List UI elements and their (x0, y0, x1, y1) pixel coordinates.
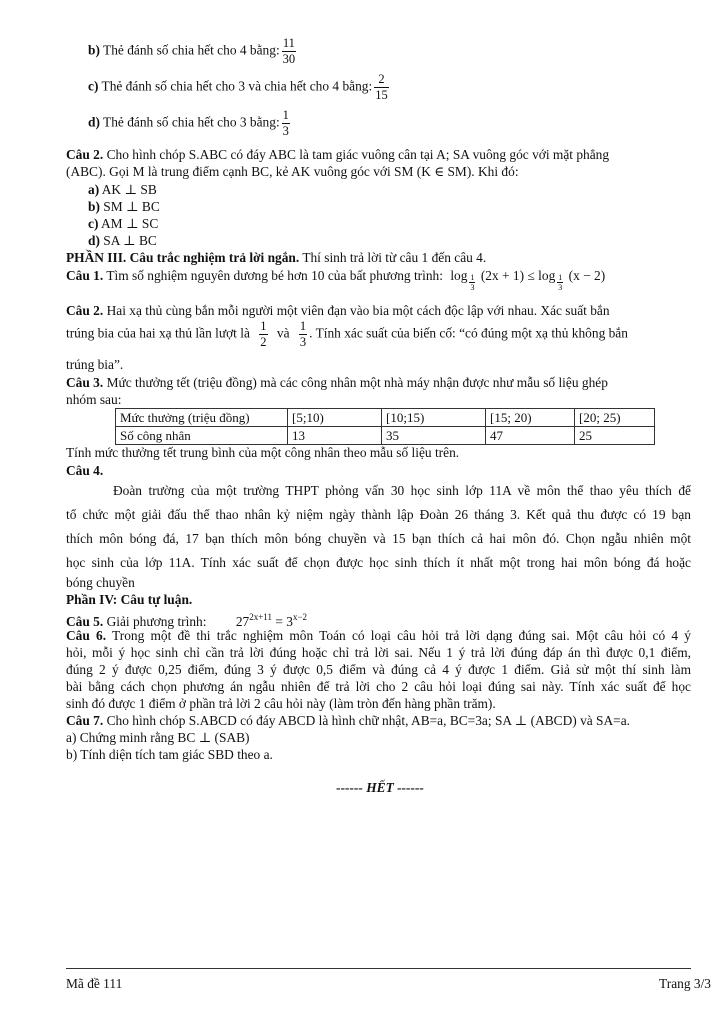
question-2-para (66, 146, 691, 163)
footer-page-number: Trang 3/3 (659, 976, 711, 991)
table-cell: [5;10) (288, 409, 382, 427)
question-6-line4: bài bằng cách chọn phương án ngẫu nhiên để trả lời cho 2 câu hỏi loại đúng sai này. Tính xác suất để học (66, 679, 691, 694)
question-1 (66, 267, 605, 292)
q2-option-a-text: AK ⊥ SB (101, 182, 157, 197)
log-right-base-num: 1 (558, 273, 563, 282)
question-7-part-b: b) Tính diện tích tam giác SBD theo a. (66, 747, 273, 762)
table-cell: [15; 20) (486, 409, 575, 427)
question-7-line1-text: Cho hình chóp S.ABCD có đáy ABCD là hình chữ nhật, AB=a, BC=3a; SA ⊥ (ABCD) và SA=a. (106, 713, 631, 728)
question-2b-line2 (66, 319, 691, 350)
question-3-line1-text: Mức thưởng tết (triệu đồng) mà các công nhân một nhà máy nhận được như mẫu số liệu ghép (106, 375, 608, 390)
table-cell: 25 (575, 427, 655, 445)
question-6-line1 (66, 627, 691, 644)
eq-exp-2: x−2 (292, 612, 308, 622)
prob-1-den: 2 (260, 335, 267, 349)
question-4-line5: bóng chuyền (66, 575, 135, 590)
question-2b-line1-text: Hai xạ thủ cùng bắn mỗi người một viên đạn vào bia một cách độc lập với nhau. Xác suất bắn (106, 303, 610, 318)
part-3-heading (66, 249, 486, 266)
question-4-label-text: Câu 4. (66, 463, 104, 478)
fraction-b (282, 36, 297, 67)
q2-option-a (88, 181, 157, 198)
prob-1-num: 1 (260, 319, 267, 333)
answer-d-line (88, 108, 292, 139)
question-4-line1: Đoàn trường của một trường THPT phỏng vấn 30 học sinh lớp 11A về môn thể thao yêu thích để (113, 483, 691, 498)
table-row-label: Số công nhân (116, 427, 288, 445)
question-2-line1: Cho hình chóp S.ABC có đáy ABC là tam giác vuông cân tại A; SA vuông góc với mặt phẳng (106, 147, 610, 162)
question-3-line2: nhóm sau: (66, 392, 122, 407)
fraction-c (374, 72, 389, 103)
log-right-arg: (x − 2) (568, 268, 606, 283)
question-6-line1-text: Trong một đề thi trắc nghiệm môn Toán có loại câu hỏi trả lời dạng đúng sai. Một câu hỏi có 4 ý (112, 628, 691, 643)
eq-base-1: 27 (235, 614, 250, 629)
question-7-label: Câu 7. (66, 713, 104, 728)
question-4-line3: thích môn bóng đá, 17 bạn thích môn bóng chuyền và 15 bạn thích cả hai môn đó. Chọn ngẫu nhiên một (66, 531, 691, 546)
table-row-intervals (116, 409, 655, 427)
question-1-label: Câu 1. (66, 268, 104, 283)
question-2b-line3: trúng bia”. (66, 357, 124, 372)
fraction-c-num: 2 (378, 72, 385, 86)
question-3-line1 (66, 374, 691, 391)
table-cell: 47 (486, 427, 575, 445)
part-3-subtitle: Thí sinh trả lời từ câu 1 đến câu 4. (302, 250, 487, 265)
question-6-line5: sinh đó được 1 điểm ở phần trả lời 2 câu hỏi này (làm tròn đến hàng phần trăm). (66, 696, 496, 711)
question-1-text: Tìm số nghiệm nguyên dương bé hơn 10 của bất phương trình: (106, 268, 443, 283)
log-right: log (538, 268, 556, 283)
question-2-label: Câu 2. (66, 147, 104, 162)
prob-1-fraction (259, 319, 267, 350)
q2-option-d (88, 232, 157, 249)
table-cell: 35 (382, 427, 486, 445)
question-2-line2: (ABC). Gọi M là trung điểm cạnh BC, kẻ AK vuông góc với SM (K ∈ SM). Khi đó: (66, 164, 519, 179)
part-4-title: Phần IV: Câu tự luận. (66, 592, 193, 607)
fraction-c-den: 15 (375, 88, 388, 102)
fraction-d (282, 108, 290, 139)
q2-option-b-text: SM ⊥ BC (103, 199, 160, 214)
q2-option-c-label: c) (88, 216, 99, 231)
log-right-base (557, 273, 563, 292)
question-2b-label: Câu 2. (66, 303, 104, 318)
log-left-base-num: 1 (470, 273, 475, 282)
table-cell: 13 (288, 427, 382, 445)
answer-b-text: Thẻ đánh số chia hết cho 4 bằng: (103, 42, 280, 58)
fraction-b-num: 11 (282, 36, 295, 50)
answer-d-label: d) (88, 114, 100, 130)
question-3-after: Tính mức thưởng tết trung bình của một công nhân theo mẫu số liệu trên. (66, 445, 460, 460)
table-row-counts (116, 427, 655, 445)
fraction-d-den: 3 (282, 124, 289, 138)
prob-2-fraction (299, 319, 307, 350)
answer-c-label: c) (88, 78, 99, 94)
inequality-formula (450, 268, 606, 292)
fraction-b-den: 30 (282, 52, 296, 66)
q2-option-d-label: d) (88, 233, 100, 248)
question-4-label (66, 462, 103, 479)
log-left-base-den: 3 (470, 283, 475, 292)
relation-symbol: ≤ (527, 268, 535, 283)
q2-option-b (88, 198, 160, 215)
prob-2-den: 3 (299, 335, 307, 349)
end-marker: ------ HẾT ------ (336, 780, 424, 795)
table-cell: [20; 25) (575, 409, 655, 427)
answer-b-line (88, 36, 298, 67)
question-5-text: Giải phương trình: (106, 614, 207, 629)
frequency-table (115, 408, 655, 445)
q2-option-b-label: b) (88, 199, 100, 214)
question-6-line2: hỏi, mỗi ý học sinh chỉ cần trả lời đúng hoặc chỉ trả lời sai. Nếu 1 ý trả lời đúng đáp án thì được 0,1 điểm, (66, 645, 691, 660)
question-3-label: Câu 3. (66, 375, 104, 390)
question-6-label: Câu 6. (66, 628, 107, 643)
eq-base-2: 3 (286, 614, 293, 629)
prob-2-num: 1 (299, 319, 307, 333)
answer-c-line (88, 72, 391, 103)
q2-option-d-text: SA ⊥ BC (103, 233, 157, 248)
log-left-base (469, 273, 475, 292)
question-2b-line2a: trúng bia của hai xạ thủ lần lượt là (66, 325, 250, 341)
q2-option-c (88, 215, 158, 232)
question-5-label: Câu 5. (66, 614, 104, 629)
log-right-base-den: 3 (558, 283, 563, 292)
log-left-arg: (2x + 1) (480, 268, 525, 283)
question-7-part-a: a) Chứng minh rằng BC ⊥ (SAB) (66, 730, 250, 745)
part-4-heading (66, 591, 192, 608)
answer-d-text: Thẻ đánh số chia hết cho 3 bằng: (103, 114, 280, 130)
question-7-line1 (66, 712, 630, 729)
answer-c-text: Thẻ đánh số chia hết cho 3 và chia hết cho 4 bằng: (101, 78, 373, 94)
question-4-line4: học sinh của lớp 11A. Tính xác suất để chọn được học sinh thích ít nhất một trong hai môn bóng đá hoặc (66, 555, 691, 570)
question-2b-and: và (276, 325, 290, 341)
eq-exp-1: 2x+11 (249, 612, 272, 622)
question-2b-line1 (66, 302, 691, 319)
table-header-cell: Mức thưởng (triệu đồng) (116, 409, 288, 427)
question-2b-line2b: . Tính xác suất của biến cố: “có đúng một xạ thủ không bắn (309, 325, 628, 341)
question-6-line3: đúng 2 ý được 0,25 điểm, đúng 3 ý được 0,5 điểm và đúng cả 4 ý được 1 điểm. Giả sử một thí sinh làm (66, 662, 691, 677)
q2-option-a-label: a) (88, 182, 100, 197)
fraction-d-num: 1 (282, 108, 289, 122)
eq-sign: = (275, 614, 283, 629)
answer-b-label: b) (88, 42, 100, 58)
footer-divider (66, 968, 691, 969)
q2-option-c-text: AM ⊥ SC (101, 216, 159, 231)
question-4-line2: tổ chức một giải đấu thể thao nhân kỷ niệm ngày thành lập Đoàn 26 tháng 3. Kết quả thu được có 19 bạn (66, 507, 691, 522)
log-left: log (450, 268, 468, 283)
part-3-title: PHẦN III. Câu trắc nghiệm trả lời ngắn. (66, 250, 300, 265)
footer-exam-code: Mã đề 111 (66, 976, 123, 991)
table-cell: [10;15) (382, 409, 486, 427)
